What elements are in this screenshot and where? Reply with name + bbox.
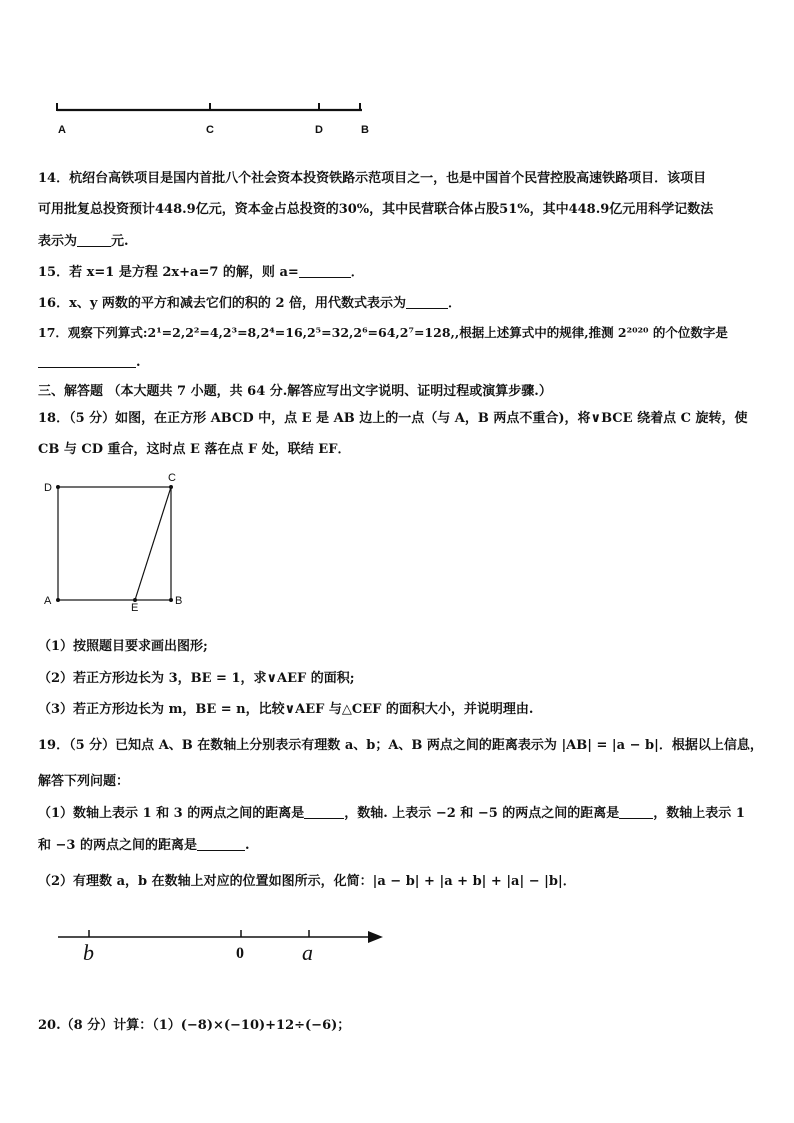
q19-p1-text-d: 和 −3 的两点之间的距离是 [38,838,197,853]
q14-line2: 可用批复总投资预计448.9亿元，资本金占总投资的30%，其中民营联合体占股51%，其中448.9亿元用科学记数法 [38,202,714,217]
q18-part3: （3）若正方形边长为 m，BE = n，比较∨AEF 与△CEF 的面积大小，并说明理由. [38,702,534,717]
q19-blank-1[interactable] [304,806,344,819]
q16-answer-blank[interactable] [406,296,448,309]
q15-text: 15．若 x=1 是方程 2x+a=7 的解，则 a= [38,265,299,280]
point-label-c: C [206,124,214,136]
number-line-label-zero: 0 [236,945,244,962]
number-line-label-a: a [302,940,313,965]
q14-answer-blank[interactable] [77,234,111,247]
q19-p1-text-b: ，数轴. 上表示 −2 和 −5 的两点之间的距离是 [344,806,620,821]
q14-line3-text: 表示为 [38,234,78,249]
q19-p1-text-a: （1）数轴上表示 1 和 3 的两点之间的距离是 [38,806,305,821]
q15-answer-blank[interactable] [299,265,351,278]
q18-part2: （2）若正方形边长为 3，BE = 1，求∨AEF 的面积; [38,671,355,686]
q18-part1: （1）按照题目要求画出图形; [38,639,208,654]
q19-part1-line1 [38,802,745,821]
q14-line3-end: 元. [111,234,129,249]
q19-p1-text-e: . [245,838,250,853]
q17-end: . [136,355,141,370]
q17-line1: 17．观察下列算式:2¹=2,2²=4,2³=8,2⁴=16,2⁵=32,2⁶=64,2⁷=128,,根据上述算式中的规律,推测 2²⁰²⁰ 的个位数字是 [38,325,728,340]
number-line-label-b: b [83,940,94,965]
q18-line2: CB 与 CD 重合，这时点 E 落在点 F 处，联结 EF． [38,442,351,457]
point-label-d: D [315,124,323,136]
square-label-d: D [44,482,52,494]
q19-blank-2[interactable] [619,806,653,819]
square-label-a: A [44,595,52,607]
segment-figure [0,0,794,160]
q16 [38,292,461,311]
q15-end: ． [350,265,364,280]
q20: 20.（8 分）计算：（1）(−8)×(−10)+12÷(−6)； [38,1018,351,1033]
q19-blank-3[interactable] [197,838,245,851]
q19-p1-text-c: ，数轴上表示 1 [653,806,745,821]
q14-line1: 14．杭绍台高铁项目是国内首批八个社会资本投资铁路示范项目之一，也是中国首个民营控股高速铁路项目．该项目 [38,171,707,186]
square-label-e: E [131,602,139,614]
q19-part1-line2 [38,834,250,853]
q16-end: ． [448,296,462,311]
q16-text: 16．x、y 两数的平方和减去它们的积的 2 倍，用代数式表示为 [38,296,407,311]
q17-line2 [38,355,141,370]
q18-line1: 18．（5 分）如图，在正方形 ABCD 中，点 E 是 AB 边上的一点（与 A，B 两点不重合)，将∨BCE 绕着点 C 旋转，使 [38,411,748,426]
point-label-a: A [58,124,66,136]
q15 [38,261,364,280]
square-label-b: B [175,595,183,607]
section-3-heading: 三、解答题 （本大题共 7 小题，共 64 分.解答应写出文字说明、证明过程或演算步骤.） [38,384,552,399]
q17-answer-blank[interactable] [38,355,136,368]
q19-line1: 19．（5 分）已知点 A、B 在数轴上分别表示有理数 a、b；A、B 两点之间的距离表示为 |AB| = |a − b|．根据以上信息， [38,738,763,753]
square-label-c: C [168,472,176,484]
q19-part2: （2）有理数 a，b 在数轴上对应的位置如图所示，化简：|a − b| + |a + b| + |a| − |b|． [38,874,576,889]
point-label-b: B [361,124,369,136]
q19-line2: 解答下列问题： [38,774,130,789]
q14-line3 [38,230,129,249]
